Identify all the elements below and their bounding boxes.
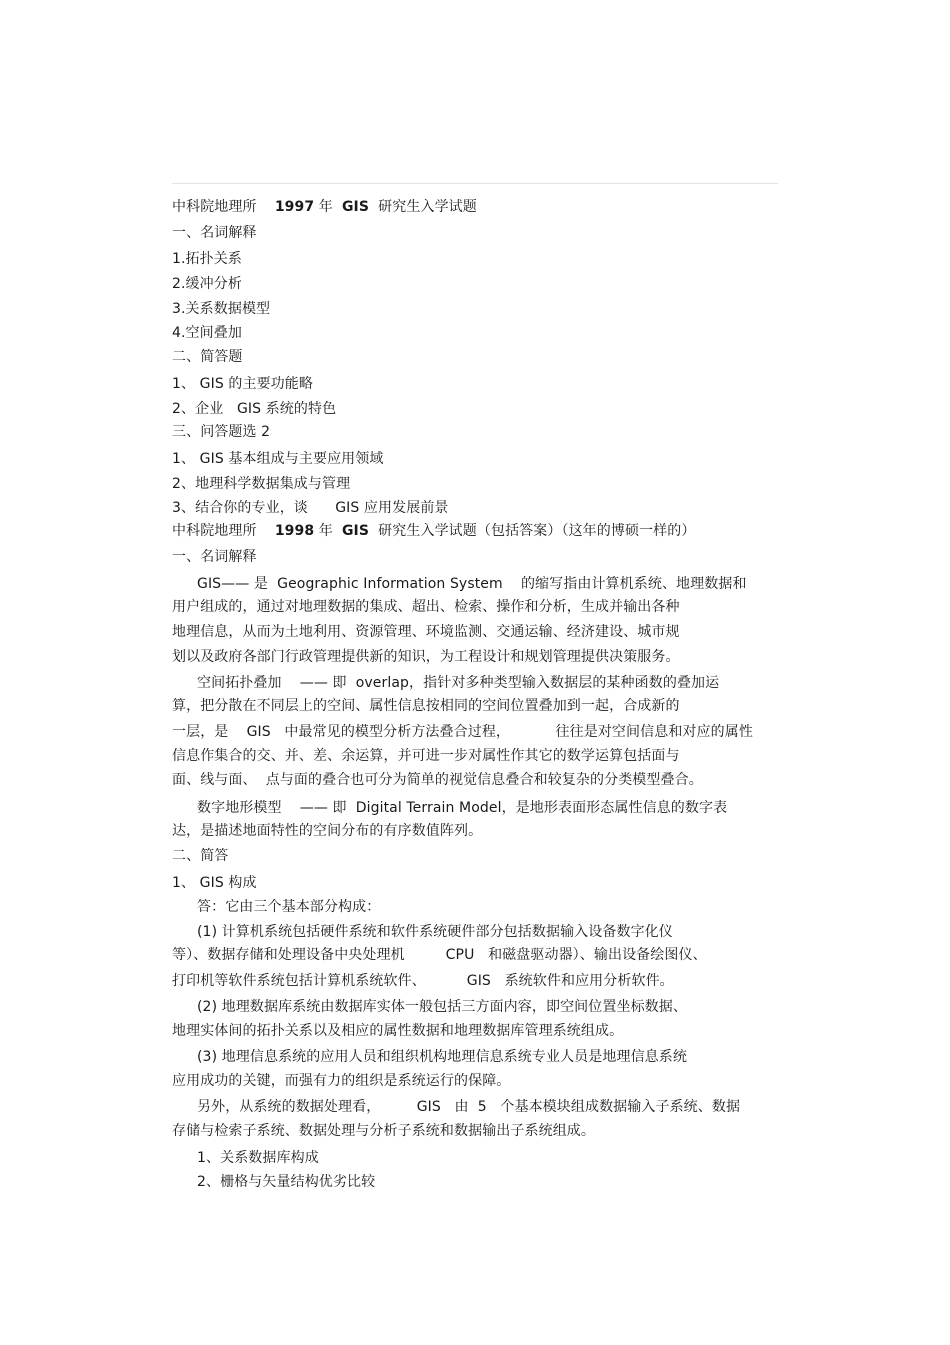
- paragraph-line: 等）、数据存储和处理设备中央处理机 CPU 和磁盘驱动器）、输出设备绘图仪、: [172, 947, 707, 963]
- paragraph-line: GIS—— 是 Geographic Information System 的缩写指由计算机系统、地理数据和: [197, 576, 747, 592]
- exam-title-1997: 中科院地理所 1997 年 GIS 研究生入学试题: [172, 199, 477, 215]
- list-item: 1、关系数据库构成: [197, 1150, 319, 1166]
- section-heading: 一、名词解释: [172, 549, 257, 565]
- paragraph-line: 数字地形模型 —— 即 Digital Terrain Model，是地形表面形态属性信息的数字表: [197, 800, 728, 816]
- paragraph-line: 用户组成的，通过对地理数据的集成、超出、检索、操作和分析，生成并输出各种: [172, 599, 680, 615]
- list-item: 1.拓扑关系: [172, 251, 242, 267]
- section-heading: 二、简答题: [172, 349, 243, 365]
- list-item: 2、栅格与矢量结构优劣比较: [197, 1174, 376, 1190]
- list-item: 4.空间叠加: [172, 325, 242, 341]
- paragraph-line: 打印机等软件系统包括计算机系统软件、 GIS 系统软件和应用分析软件。: [172, 973, 674, 989]
- list-item: 1、 GIS 基本组成与主要应用领域: [172, 451, 384, 467]
- paragraph-line: 信息作集合的交、并、差、余运算，并可进一步对属性作其它的数学运算包括面与: [172, 748, 680, 764]
- exam-title-1998: 中科院地理所 1998 年 GIS 研究生入学试题（包括答案）（这年的博硕一样的）: [172, 523, 696, 539]
- paragraph-line: (2) 地理数据库系统由数据库实体一般包括三方面内容，即空间位置坐标数据、: [197, 999, 687, 1015]
- paragraph-line: (1) 计算机系统包括硬件系统和软件系统硬件部分包括数据输入设备数字化仪: [197, 924, 673, 940]
- section-heading: 三、问答题选 2: [172, 424, 271, 440]
- answer-intro: 答：它由三个基本部分构成：: [197, 899, 381, 915]
- list-item: 2.缓冲分析: [172, 276, 242, 292]
- top-divider: [172, 183, 778, 184]
- paragraph-line: 一层，是 GIS 中最常见的模型分析方法叠合过程， 往往是对空间信息和对应的属性: [172, 724, 753, 740]
- paragraph-line: 达，是描述地面特性的空间分布的有序数值阵列。: [172, 823, 483, 839]
- paragraph-line: 划以及政府各部门行政管理提供新的知识，为工程设计和规划管理提供决策服务。: [172, 649, 680, 665]
- list-item: 3.关系数据模型: [172, 301, 271, 317]
- list-item: 2、企业 GIS 系统的特色: [172, 401, 337, 417]
- question: 1、 GIS 构成: [172, 875, 257, 891]
- paragraph-line: 面、线与面、 点与面的叠合也可分为简单的视觉信息叠合和较复杂的分类模型叠合。: [172, 772, 703, 788]
- paragraph-line: 地理信息，从而为土地利用、资源管理、环境监测、交通运输、经济建设、城市规: [172, 624, 680, 640]
- list-item: 1、 GIS 的主要功能略: [172, 376, 313, 392]
- paragraph-line: 应用成功的关键，而强有力的组织是系统运行的保障。: [172, 1073, 511, 1089]
- paragraph-line: 地理实体间的拓扑关系以及相应的属性数据和地理数据库管理系统组成。: [172, 1023, 624, 1039]
- section-heading: 二、简答: [172, 848, 229, 864]
- list-item: 3、结合你的专业，谈 GIS 应用发展前景: [172, 500, 449, 516]
- paragraph-line: 空间拓扑叠加 —— 即 overlap，指针对多种类型输入数据层的某种函数的叠加运: [197, 675, 720, 691]
- paragraph-line: 存储与检索子系统、数据处理与分析子系统和数据输出子系统组成。: [172, 1123, 595, 1139]
- paragraph-line: (3) 地理信息系统的应用人员和组织机构地理信息系统专业人员是地理信息系统: [197, 1049, 687, 1065]
- paragraph-line: 另外，从系统的数据处理看， GIS 由 5 个基本模块组成数据输入子系统、数据: [197, 1099, 741, 1115]
- section-heading: 一、名词解释: [172, 225, 257, 241]
- paragraph-line: 算，把分散在不同层上的空间、属性信息按相同的空间位置叠加到一起，合成新的: [172, 698, 680, 714]
- list-item: 2、地理科学数据集成与管理: [172, 476, 351, 492]
